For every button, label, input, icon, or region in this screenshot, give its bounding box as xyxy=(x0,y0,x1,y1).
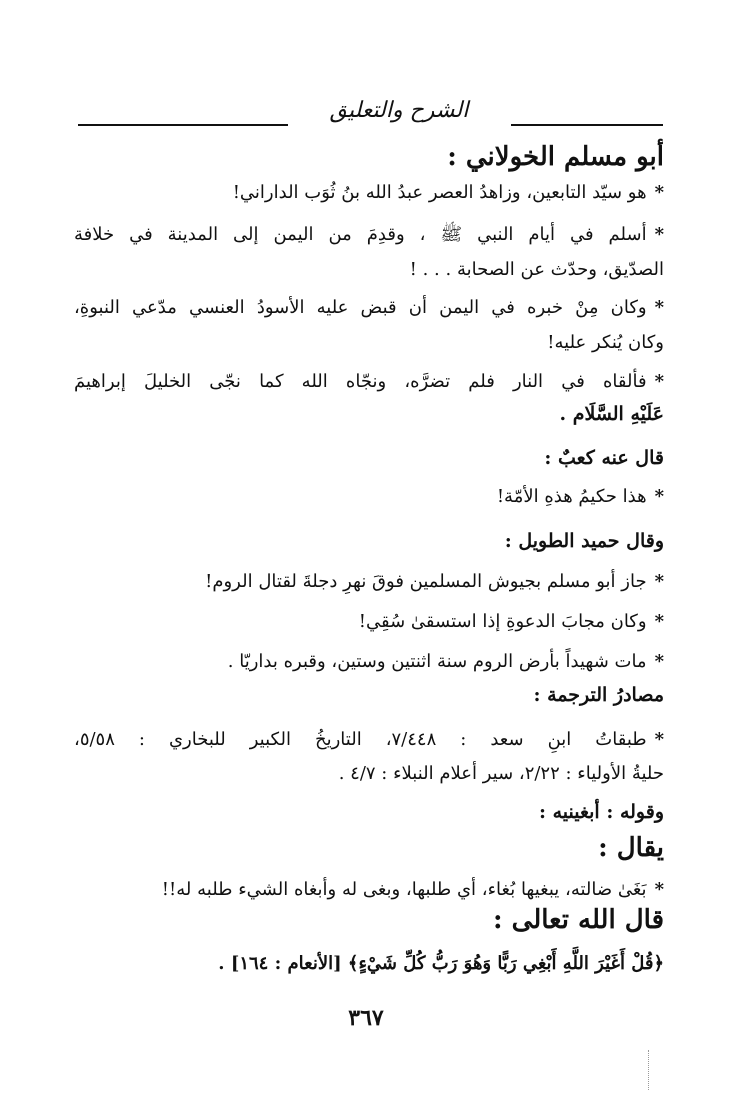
text-line: حليةُ الأولياء : ٢/٢٢، سير أعلام النبلاء : ٤/٧ . xyxy=(338,763,664,784)
bullet-paragraph xyxy=(162,878,664,902)
bullet-paragraph xyxy=(359,610,664,634)
text-line: أسلم في أيام النبي ﷺ ، وقدِمَ من اليمن إلى المدينة في خلافة xyxy=(74,224,647,245)
text-line: هذا حكيمُ هذهِ الأمّة! xyxy=(496,486,647,507)
bullet-marker: * xyxy=(654,651,664,672)
bullet-paragraph xyxy=(497,485,664,509)
text-line: جاز أبو مسلم بجيوش المسلمين فوقَ نهرِ دجلةَ لقتال الروم! xyxy=(205,571,647,592)
subheading: وقال حميد الطويل : xyxy=(504,530,664,552)
text-line: الصدّيق، وحدّث عن الصحابة . . . ! xyxy=(409,259,664,280)
bullet-marker: * xyxy=(654,611,664,632)
bullet-marker: * xyxy=(654,297,664,318)
edge-artifact xyxy=(648,1050,650,1090)
bullet-paragraph xyxy=(233,181,664,205)
bullet-marker: * xyxy=(654,571,664,592)
section-heading: أبو مسلم الخولاني : xyxy=(447,142,664,172)
running-header xyxy=(78,96,663,132)
text-line: وكان مجابَ الدعوةِ إذا استسقىٰ سُقِي! xyxy=(358,611,647,632)
subheading: مصادرُ الترجمة : xyxy=(533,684,664,706)
header-rule-left xyxy=(78,124,288,126)
bullet-paragraph xyxy=(74,728,664,752)
text-line: عَلَيْهِ السَّلَام . xyxy=(559,403,664,425)
bullet-marker: * xyxy=(654,879,664,900)
text-line: مات شهيداً بأرض الروم سنة اثنتين وستين، وقبره بداريّا . xyxy=(227,651,647,672)
running-header-title: الشرح والتعليق xyxy=(329,98,469,123)
bullet-paragraph xyxy=(74,370,664,394)
text-line: طبقاتُ ابنِ سعد : ٧/٤٤٨، التاريخُ الكبير للبخاري : ٥/٥٨، xyxy=(74,729,647,750)
subheading: يقال : xyxy=(598,833,664,863)
text-line: هو سيّد التابعين، وزاهدُ العصر عبدُ الله بنُ ثُوَب الداراني! xyxy=(232,182,647,203)
subheading: قال الله تعالى : xyxy=(493,905,664,935)
text-line: وكان يُنكر عليه! xyxy=(547,332,664,353)
text-line: بَغَىٰ ضالته، يبغيها بُغاء، أي طلبها، وبغى له وأبغاه الشيء طلبه له!! xyxy=(161,879,647,900)
bullet-paragraph xyxy=(228,650,664,674)
quran-verse: ﴿قُلْ أَغَيْرَ اللَّهِ أَبْغِي رَبًّا وَهُوَ رَبُّ كُلِّ شَيْءٍ﴾ [الأنعام : ١٦٤] . xyxy=(218,953,664,974)
bullet-marker: * xyxy=(654,729,665,750)
bullet-paragraph xyxy=(74,223,664,247)
bullet-paragraph xyxy=(74,296,664,320)
subheading: قال عنه كعبٌ : xyxy=(544,447,664,469)
bullet-marker: * xyxy=(654,224,664,245)
bullet-paragraph xyxy=(205,570,664,594)
header-rule-right xyxy=(511,124,663,126)
subheading: وقوله : أبغينيه : xyxy=(538,801,664,823)
page-number: ٣٦٧ xyxy=(348,1005,384,1031)
text-line: فألقاه في النار فلم تضرَّه، ونجّاه الله كما نجّى الخليلَ إبراهيمَ xyxy=(74,371,647,392)
text-line: وكان مِنْ خبره في اليمن أن قبض عليه الأسودُ العنسي مدّعي النبوةِ، xyxy=(74,297,647,318)
bullet-marker: * xyxy=(654,182,664,203)
bullet-marker: * xyxy=(654,486,664,507)
bullet-marker: * xyxy=(654,371,664,392)
